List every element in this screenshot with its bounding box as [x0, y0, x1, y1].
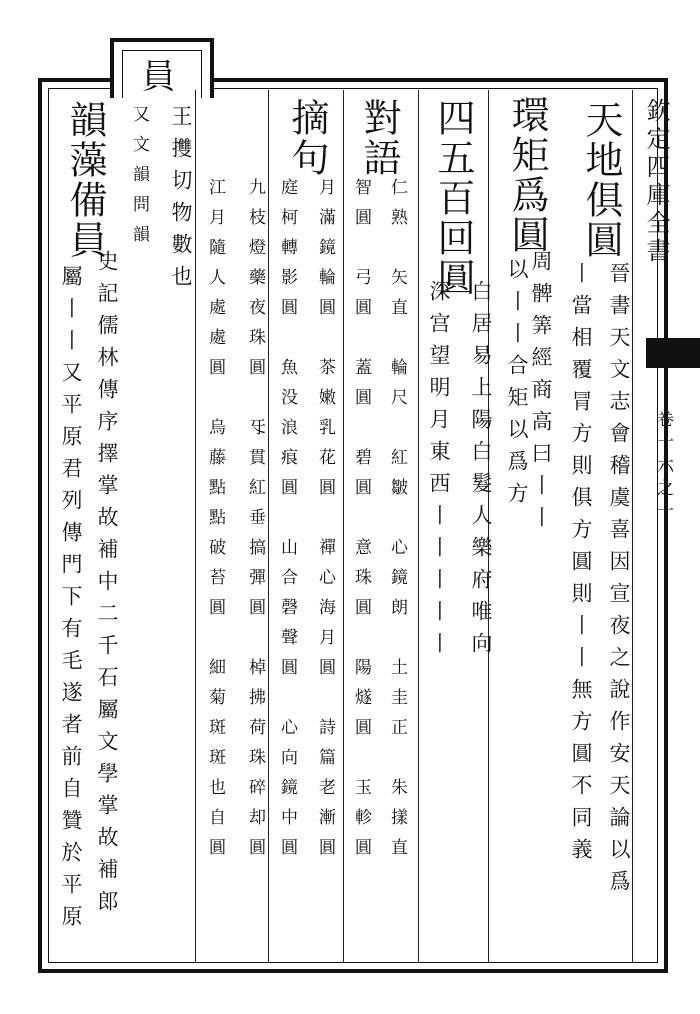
text-column: 以丨丨合矩以爲方	[505, 258, 529, 514]
text-column: 江月隨人處處圓 烏藤點點破苔圓 細菊斑斑也自圓	[205, 178, 225, 868]
text-column: 又文韻問韻	[129, 105, 149, 255]
entry-title: 四五百回圓	[431, 98, 475, 298]
text-column: 庭柯轉影圓 魚没浪痕圓 山合磬聲圓 心向鏡中圓	[277, 178, 297, 868]
library-title: 欽定四庫全書	[642, 98, 670, 266]
column-rule	[268, 90, 269, 963]
text-column: 智圓 弓圓 蓋圓 碧圓 意珠圓 陽燧圓 玉軫圓	[351, 178, 371, 868]
column-rule-header	[632, 90, 633, 963]
text-column: 屬丨丨又平原君列傳門下有毛遂者前自贊於平原	[59, 265, 83, 937]
section-heading: 摘句	[285, 98, 329, 178]
entry-title: 韻藻備員	[63, 100, 107, 260]
fishtail-mark	[646, 338, 700, 368]
section-heading: 對語	[357, 98, 401, 178]
entry-title: 環矩爲圓	[505, 95, 549, 255]
text-column: 晉書天文志會稽虞喜因宣夜之說作安天論以爲	[607, 262, 631, 902]
volume-label: 卷十六之十	[653, 410, 673, 525]
text-column: 九枝燈藥夜珠圓 㸦貫紅垂搞彈圓 棹拂荷珠碎却圓	[245, 178, 265, 868]
tab-heading: 員	[135, 58, 175, 92]
text-column: 丨當相覆冐方則俱方圓則丨丨無方圓不同義	[569, 262, 593, 870]
column-rule	[343, 90, 344, 963]
text-column: 白居易上陽白髮人樂府唯向	[469, 280, 493, 664]
text-column: 仁熟 矢直 輪尺 紅皺 心鏡朗 土圭正 朱㨾直	[387, 178, 407, 868]
text-column: 史記儒林傳序擇掌故補中二千石屬文學掌故補郎	[95, 250, 119, 922]
text-column: 周髀筭經商高曰丨丨	[529, 250, 553, 538]
column-rule	[195, 90, 196, 963]
entry-title: 天地俱圓	[579, 100, 623, 260]
text-column: 深宫望明月東西丨丨丨丨丨	[427, 280, 451, 664]
text-column: 月滿鏡輪圓 茶嫩乳花圓 禪心海月圓 詩篇老漸圓	[315, 178, 335, 868]
column-rule	[418, 90, 419, 963]
text-column: 王㩳切物數也	[169, 105, 193, 297]
